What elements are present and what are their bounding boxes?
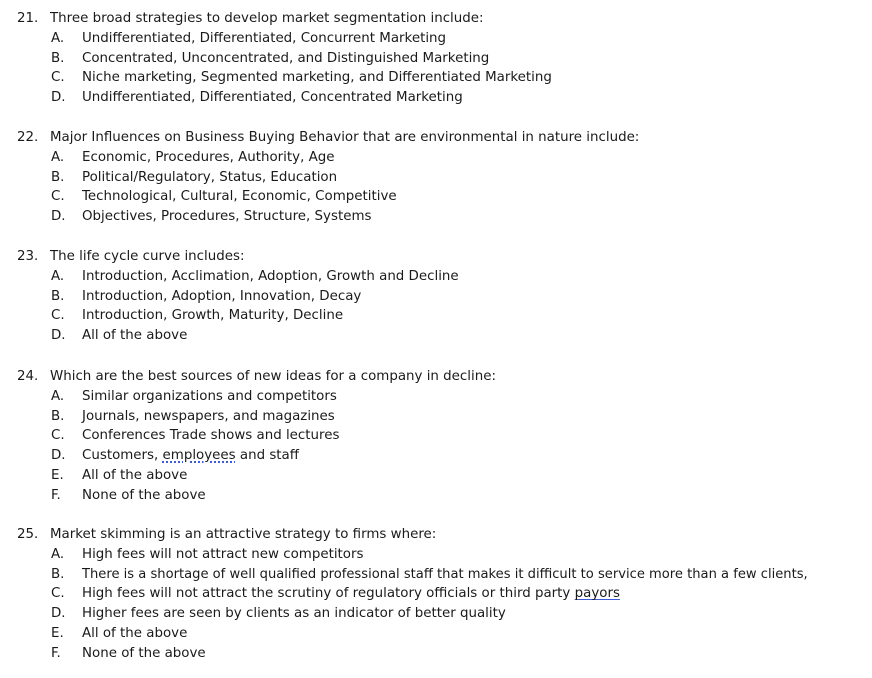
option-letter: B. (51, 566, 65, 582)
option-letter: C. (51, 189, 65, 205)
option-letter: A. (51, 388, 65, 404)
answer-option (0, 148, 872, 168)
option-text: Economic, Procedures, Authority, Age (82, 149, 335, 165)
question-text: Three broad strategies to develop market segmentation include: (50, 11, 484, 26)
question-number: 25. (17, 527, 39, 542)
answer-option (0, 446, 872, 466)
option-text (82, 446, 299, 466)
option-letter: F. (51, 645, 61, 661)
option-letter: A. (51, 149, 65, 165)
question-stem (0, 128, 872, 148)
option-letter: C. (51, 586, 65, 602)
answer-option (0, 207, 872, 227)
option-text: Political/Regulatory, Status, Education (82, 169, 338, 185)
answer-option (0, 466, 872, 486)
answer-option (0, 604, 872, 624)
question-22 (0, 128, 872, 227)
option-text: Conferences Trade shows and lectures (82, 428, 340, 444)
answer-option (0, 387, 872, 407)
option-letter: B. (51, 169, 65, 185)
option-letter: A. (51, 30, 65, 46)
answer-option (0, 306, 872, 326)
option-letter: A. (51, 268, 65, 284)
option-text: There is a shortage of well qualified professional staff that makes it difficult to service more than a few clients, (82, 566, 808, 582)
answer-option (0, 88, 872, 108)
option-letter: B. (51, 288, 65, 304)
option-text: Niche marketing, Segmented marketing, and Differentiated Marketing (82, 70, 552, 86)
question-number: 24. (17, 369, 39, 384)
option-text-end: and staff (235, 448, 299, 464)
option-letter: C. (51, 428, 65, 444)
question-text: Which are the best sources of new ideas for a company in decline: (50, 369, 496, 384)
option-text: Higher fees are seen by clients as an indicator of better quality (82, 606, 506, 622)
option-letter: D. (51, 448, 66, 464)
question-number: 23. (17, 249, 39, 264)
answer-option (0, 187, 872, 207)
option-letter: B. (51, 50, 65, 66)
question-text: The life cycle curve includes: (50, 249, 245, 264)
answer-option (0, 326, 872, 346)
option-text (82, 584, 620, 604)
option-text: Introduction, Growth, Maturity, Decline (82, 308, 344, 324)
option-text: Technological, Cultural, Economic, Competitive (82, 189, 397, 205)
answer-option (0, 49, 872, 69)
answer-option (0, 486, 872, 506)
option-text: High fees will not attract new competitors (82, 546, 364, 562)
question-stem (0, 9, 872, 29)
answer-option (0, 644, 872, 664)
option-letter: C. (51, 308, 65, 324)
option-text-start: High fees will not attract the scrutiny of regulatory officials or third party (82, 586, 575, 602)
answer-option (0, 68, 872, 88)
question-21 (0, 9, 872, 108)
option-text: Similar organizations and competitors (82, 388, 337, 404)
answer-option (0, 168, 872, 188)
option-text: Concentrated, Unconcentrated, and Distinguished Marketing (82, 50, 490, 66)
option-letter: E. (51, 467, 64, 483)
answer-option (0, 287, 872, 307)
option-text: Objectives, Procedures, Structure, Systems (82, 209, 372, 225)
option-letter: D. (51, 90, 66, 106)
answer-option (0, 584, 872, 604)
answer-option (0, 545, 872, 565)
question-number: 22. (17, 130, 39, 145)
question-23 (0, 247, 872, 346)
option-letter: A. (51, 546, 65, 562)
question-stem (0, 247, 872, 267)
answer-option (0, 565, 872, 585)
option-letter: C. (51, 70, 65, 86)
option-text: Introduction, Acclimation, Adoption, Growth and Decline (82, 268, 459, 284)
question-25 (0, 525, 872, 664)
question-text: Market skimming is an attractive strategy to firms where: (50, 527, 437, 542)
option-letter: D. (51, 209, 66, 225)
option-text-start: Customers, (82, 448, 163, 464)
option-text: All of the above (82, 328, 188, 344)
question-stem (0, 525, 872, 545)
question-stem (0, 367, 872, 387)
answer-option (0, 426, 872, 446)
option-letter: F. (51, 487, 61, 503)
answer-option (0, 407, 872, 427)
option-letter: D. (51, 606, 66, 622)
question-24 (0, 367, 872, 506)
option-text: Undifferentiated, Differentiated, Concurrent Marketing (82, 30, 447, 46)
spelling-flagged-word[interactable]: employees (162, 448, 236, 464)
option-text: All of the above (82, 467, 188, 483)
option-text: None of the above (82, 645, 206, 661)
option-letter: B. (51, 408, 65, 424)
option-text: Journals, newspapers, and magazines (82, 408, 335, 424)
question-number: 21. (17, 11, 39, 26)
option-text: Introduction, Adoption, Innovation, Decay (82, 288, 362, 304)
option-text: Undifferentiated, Differentiated, Concentrated Marketing (82, 90, 463, 106)
option-text: All of the above (82, 625, 188, 641)
answer-option (0, 267, 872, 287)
option-letter: D. (51, 328, 66, 344)
answer-option (0, 624, 872, 644)
question-text: Major Influences on Business Buying Behavior that are environmental in nature include: (50, 130, 640, 145)
option-text: None of the above (82, 487, 206, 503)
grammar-flagged-word[interactable]: payors (574, 586, 620, 602)
answer-option (0, 29, 872, 49)
option-letter: E. (51, 625, 64, 641)
